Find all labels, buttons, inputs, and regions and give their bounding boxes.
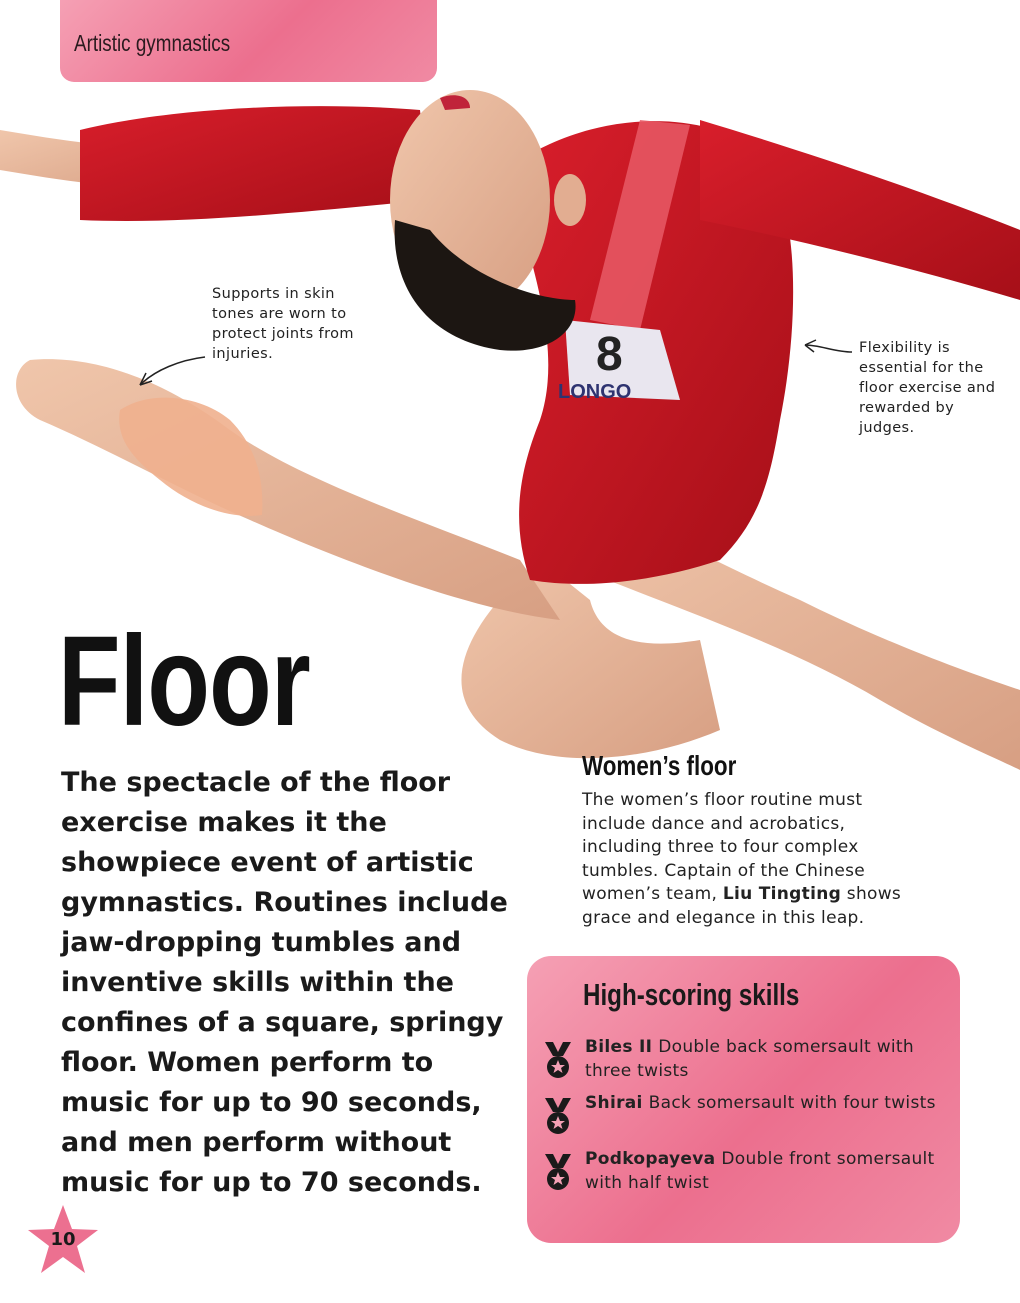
- skill-desc: Double front somersault with half twist: [585, 1149, 935, 1193]
- medal-icon: [541, 1096, 575, 1136]
- intro-paragraph: The spectacle of the floor exercise makes it the showpiece event of artistic gymnastics. Routines include jaw-dropping tumbles and inventive skills within the confines of a square, springy floor. Women perform to music for up to 90 seconds, and men perform without music for up to 70 seconds.: [61, 767, 508, 1198]
- page-title: Floor: [58, 610, 310, 753]
- section-label: Artistic gymnastics: [74, 30, 231, 56]
- skill-name: Podkopayeva: [585, 1149, 716, 1169]
- sleeve-left: [80, 106, 430, 221]
- skill-desc: Double back somersault with three twists: [585, 1037, 914, 1081]
- high-scoring-skills-box: [527, 956, 960, 1243]
- bib-text: LONGO: [558, 381, 632, 403]
- ankle-support: [119, 398, 262, 516]
- medal-icon: [541, 1152, 575, 1192]
- bib-number: 8: [596, 328, 623, 381]
- womens-floor-text: The women’s floor routine must include dance and acrobatics, including three to four complex tumbles. Captain of the Chinese women’s team,: [582, 790, 866, 904]
- ear: [554, 174, 586, 226]
- skill-desc: Back somersault with four twists: [648, 1093, 936, 1113]
- page-number: 10: [50, 1229, 76, 1250]
- skill-name: Shirai: [585, 1093, 643, 1113]
- medal-icon: [541, 1040, 575, 1080]
- page-number-badge: [26, 1203, 100, 1277]
- arrow-supports: [140, 357, 205, 385]
- annotation-flexibility: Flexibility is essential for the floor exercise and rewarded by judges.: [859, 340, 996, 436]
- skills-heading: High-scoring skills: [583, 977, 800, 1012]
- lower-leg-left: [16, 359, 560, 620]
- skill-name: Biles II: [585, 1037, 653, 1057]
- annotation-supports: Supports in skin tones are worn to protect joints from injuries.: [212, 286, 354, 362]
- womens-floor-text-end: shows grace and elegance in this leap.: [582, 884, 902, 928]
- womens-floor-body: [582, 789, 912, 930]
- womens-floor-heading: Women’s floor: [582, 750, 737, 781]
- athlete-name: Liu Tingting: [722, 884, 842, 904]
